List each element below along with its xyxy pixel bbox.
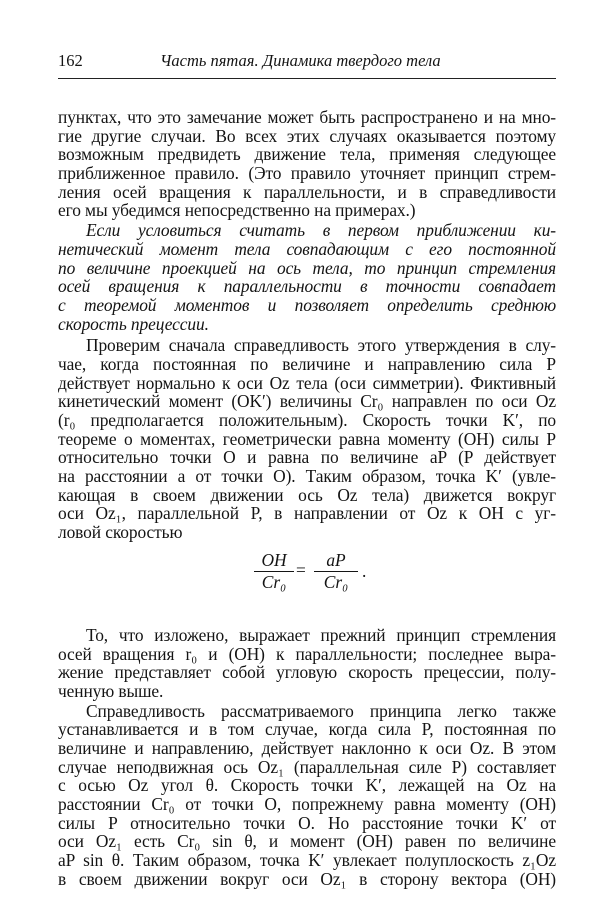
text-line: приближенное правило. (Это правило уточняет принцип стрем- <box>58 163 556 184</box>
text-line: скорость прецессии. <box>58 313 209 334</box>
text-line: чае, когда постоянная по величине и направлению сила P <box>58 353 556 374</box>
angular-velocity-formula <box>58 551 556 597</box>
text-line: с осью Oz угол θ. Скорость точки K′, лежащей на Oz на <box>58 775 556 796</box>
text-line: пунктах, что это замечание может быть распространено и на мно- <box>58 107 556 127</box>
text-line: (r₀ предполагается положительным). Скорость точки K′, по <box>58 410 556 430</box>
text-line: относительно точки O и равна по величине aP (P действует <box>58 447 556 468</box>
paragraph-inclined-force <box>58 702 556 889</box>
text-line: жение представляет собой угловую скорость прецессии, полу- <box>58 662 556 683</box>
text-line: его мы убедимся непосредственно на примерах.) <box>58 200 416 221</box>
text-line: кинетический момент (OK′) величины Cr₀ направлен по оси Oz <box>58 391 556 412</box>
text-line: ченную выше. <box>58 680 164 701</box>
paragraph-verification <box>58 336 556 542</box>
running-head <box>58 44 556 79</box>
text-line: ления осей вращения к параллельности, и в справедливости <box>58 181 556 202</box>
text-line: величине и направлению, действует наклонно к оси Oz. В этом <box>58 737 556 758</box>
text-line: Справедливость рассматриваемого принципа легко также <box>86 700 556 721</box>
text-line: То, что изложено, выражает прежний принцип стремления <box>86 624 556 645</box>
book-page <box>58 44 556 888</box>
text-line: aP sin θ. Таким образом, точка K′ увлекает полуплоскость z₁Oz <box>58 850 556 871</box>
text-line: Если условиться считать в первом приближении ки- <box>86 220 556 241</box>
denominator: Cr₀ <box>261 571 287 592</box>
fraction-right <box>314 551 358 592</box>
chapter-title: Часть пятая. Динамика твердого тела <box>160 51 441 70</box>
text-line: осей вращения r₀ и (OH) к параллельности; последнее выра- <box>58 643 556 664</box>
text-line: с теоремой моментов и позволяет определить среднюю <box>58 294 556 315</box>
period: . <box>362 560 367 581</box>
text-line: на расстоянии a от точки O). Таким образом, точка K′ (увле- <box>58 466 556 487</box>
paragraph-continuation <box>58 108 556 220</box>
text-line: нетический момент тела совпадающим с его постоянной <box>58 238 556 259</box>
text-line: действует нормально к оси Oz тела (оси симметрии). Фиктивный <box>58 372 556 393</box>
text-line: устанавливается и в том случае, когда сила P, постоянная по <box>58 719 556 740</box>
numerator: OH <box>254 551 294 572</box>
text-line: теореме о моментах, геометрически равна моменту (OH) силы P <box>58 428 556 449</box>
fraction-left <box>254 551 294 592</box>
numerator: aP <box>314 551 358 572</box>
text-line: оси Oz₁, параллельной P, в направлении от Oz к OH с уг- <box>58 503 556 524</box>
text-line: по величине проекцией на ось тела, то принцип стремления <box>58 257 556 278</box>
text-line: ловой скоростью <box>58 522 183 543</box>
paragraph-interpretation <box>58 626 556 701</box>
text-line: силы P относительно точки O. Но расстояние точки K′ от <box>58 812 556 833</box>
text-line: в своем движении вокруг оси Oz₁ в сторону вектора (OH) <box>58 868 556 889</box>
text-line: оси Oz₁ есть Cr₀ sin θ, и момент (OH) равен по величине <box>58 831 556 852</box>
text-line: Проверим сначала справедливость этого утверждения в слу- <box>86 335 556 356</box>
text-line: случае неподвижная ось Oz₁ (параллельная силе P) составляет <box>58 756 556 777</box>
text-line: расстоянии Cr₀ от точки O, попрежнему равна моменту (OH) <box>58 794 556 814</box>
page-number: 162 <box>58 51 83 70</box>
equals-sign: = <box>296 559 306 580</box>
text-line: возможным предвидеть движение тела, применяя следующее <box>58 144 556 165</box>
text-line: кающая в своем движении ось Oz тела) движется вокруг <box>58 484 556 505</box>
italic-rule-paragraph <box>58 221 556 333</box>
text-line: гие другие случаи. Во всех этих случаях оказывается поэтому <box>58 125 556 146</box>
denominator: Cr₀ <box>323 571 349 592</box>
text-line: осей вращения к параллельности в точности совпадает <box>58 276 556 297</box>
